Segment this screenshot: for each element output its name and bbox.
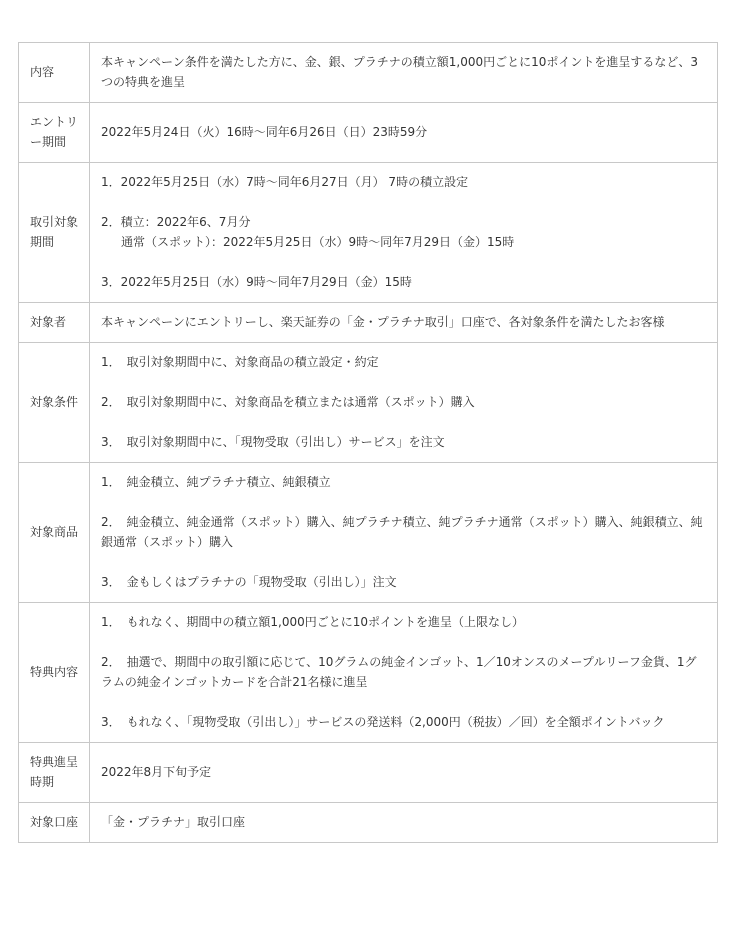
table-row: [19, 163, 718, 303]
list-item-sub: 通常（スポット）：2022年5月25日（水）9時～同年7月29日（金）15時: [121, 235, 515, 249]
row-label: 内容: [19, 43, 90, 103]
list-item: 3． 金もしくはプラチナの「現物受取（引出し）」注文: [101, 575, 397, 589]
row-label: 特典進呈時期: [19, 743, 90, 803]
list-item: 1． 取引対象期間中に、対象商品の積立設定・約定: [101, 355, 379, 369]
row-label: 取引対象期間: [19, 163, 90, 303]
content-line: 2022年8月下旬予定: [101, 765, 212, 779]
table-row: [19, 803, 718, 843]
row-content: [90, 43, 718, 103]
list-item: 2． 取引対象期間中に、対象商品を積立または通常（スポット）購入: [101, 395, 475, 409]
row-content: [90, 743, 718, 803]
row-label: 対象口座: [19, 803, 90, 843]
list-item: 2．積立：2022年6、7月分: [101, 215, 251, 229]
list-item: 3．2022年5月25日（水）9時～同年7月29日（金）15時: [101, 275, 412, 289]
list-item: 3． 取引対象期間中に、「現物受取（引出し）サービス」を注文: [101, 435, 445, 449]
table-row: [19, 463, 718, 603]
content-line: 「金・プラチナ」取引口座: [101, 815, 246, 829]
table-row: [19, 343, 718, 463]
row-label: エントリー期間: [19, 103, 90, 163]
list-item: 1．2022年5月25日（水）7時～同年6月27日（月） 7時の積立設定: [101, 175, 469, 189]
row-label: 対象条件: [19, 343, 90, 463]
row-content: [90, 103, 718, 163]
row-content: [90, 803, 718, 843]
row-content: [90, 303, 718, 343]
table-row: [19, 603, 718, 743]
content-line: 本キャンペーンにエントリーし、楽天証券の「金・プラチナ取引」口座で、各対象条件を満たしたお客様: [101, 315, 665, 329]
table-row: [19, 743, 718, 803]
list-item: 2． 抽選で、期間中の取引額に応じて、10グラムの純金インゴット、1／10オンスのメープルリーフ金貨、1グラムの純金インゴットカードを合計21名様に進呈: [101, 655, 697, 689]
table-row: [19, 303, 718, 343]
row-content: [90, 343, 718, 463]
row-label: 特典内容: [19, 603, 90, 743]
content-line: 本キャンペーン条件を満たした方に、金、銀、プラチナの積立額1,000円ごとに10ポイントを進呈するなど、3つの特典を進呈: [101, 55, 699, 89]
row-content: [90, 163, 718, 303]
row-label: 対象商品: [19, 463, 90, 603]
content-line: 2022年5月24日（火）16時～同年6月26日（日）23時59分: [101, 125, 428, 139]
list-item: 1． 純金積立、純プラチナ積立、純銀積立: [101, 475, 331, 489]
row-content: [90, 603, 718, 743]
list-item: 2． 純金積立、純金通常（スポット）購入、純プラチナ積立、純プラチナ通常（スポット）購入、純銀積立、純銀通常（スポット）購入: [101, 515, 703, 549]
table-row: [19, 103, 718, 163]
campaign-terms-table: [18, 42, 718, 843]
table-row: [19, 43, 718, 103]
list-item: 3． もれなく、「現物受取（引出し）」サービスの発送料（2,000円（税抜）／回）を全額ポイントバック: [101, 715, 665, 729]
list-item: 1． もれなく、期間中の積立額1,000円ごとに10ポイントを進呈（上限なし）: [101, 615, 525, 629]
row-content: [90, 463, 718, 603]
row-label: 対象者: [19, 303, 90, 343]
